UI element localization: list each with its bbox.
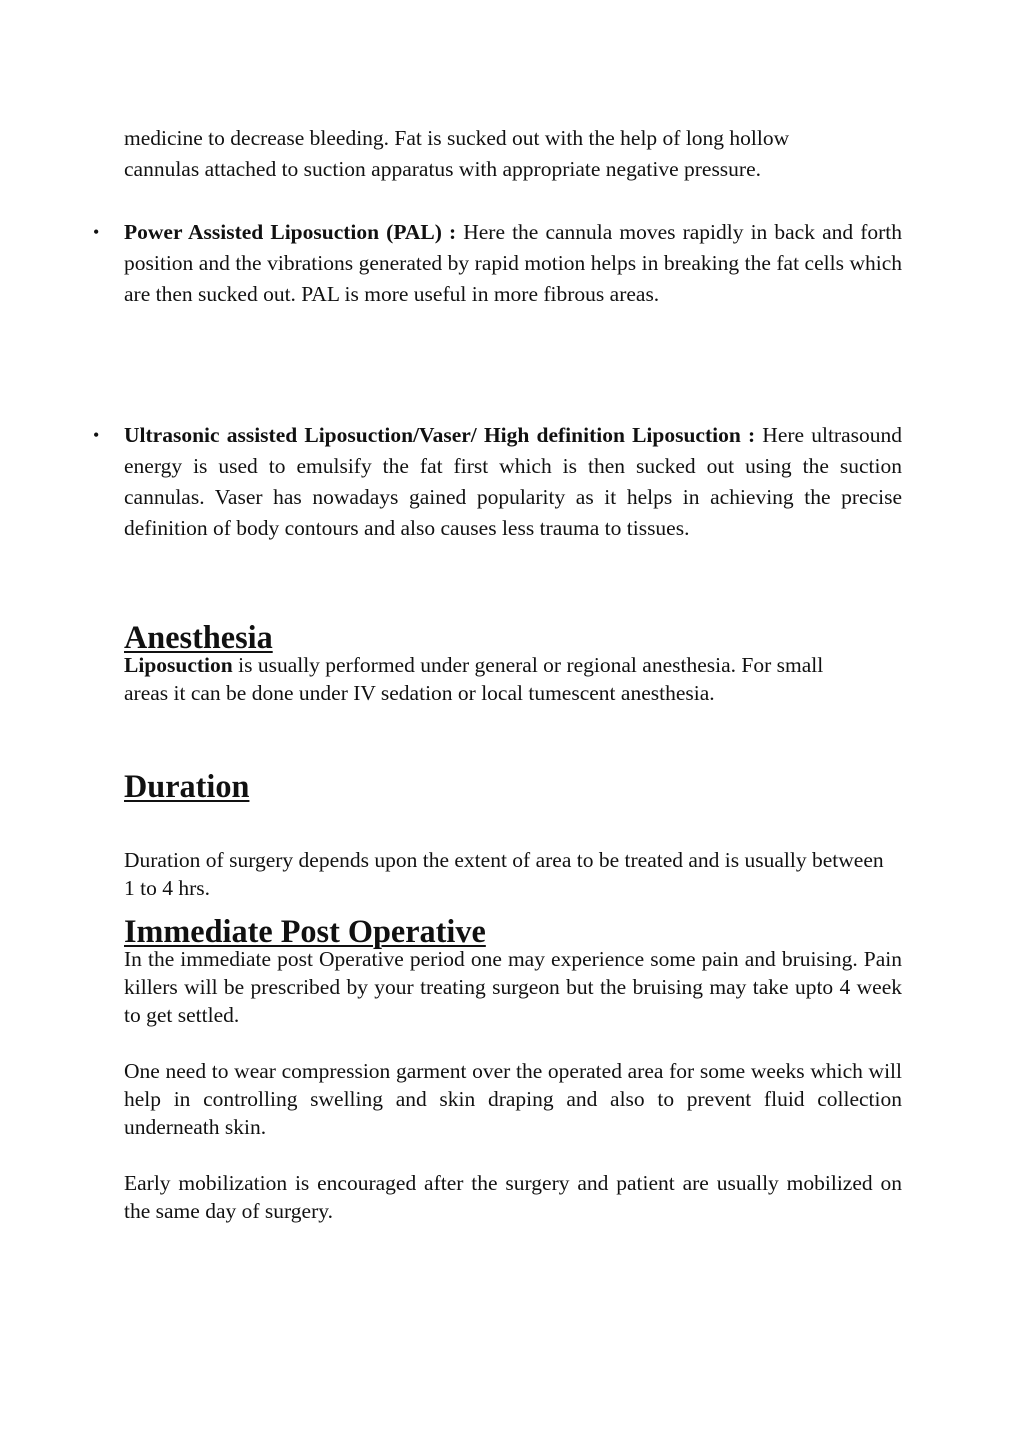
anesthesia-section <box>124 619 902 707</box>
intro-text: medicine to decrease bleeding. Fat is sucked out with the help of long hollow cannulas attached to suction apparatus with appropriate negative pressure. <box>124 126 790 181</box>
duration-section <box>124 768 902 804</box>
post-operative-paragraph: One need to wear compression garment over the operated area for some weeks which will help in controlling swelling and skin draping and also to prevent fluid collection underneath skin. <box>124 1059 902 1139</box>
list-item-body: Here ultrasound energy is used to emulsify the fat first which is then sucked out using the suction cannulas. Vaser has nowadays gained popularity as it helps in achieving the precise definition of body contours and also causes less trauma to tissues. <box>124 423 903 540</box>
list-item-title: Ultrasonic assisted Liposuction/Vaser/ High definition Liposuction : <box>124 423 756 447</box>
list-item-title: Power Assisted Liposuction (PAL) : <box>124 220 457 244</box>
duration-heading: Duration <box>124 768 250 804</box>
post-operative-paragraph: In the immediate post Operative period one may experience some pain and bruising. Pain killers will be prescribed by your treating surgeon but the bruising may take upto 4 week to get settled. <box>124 947 902 1027</box>
list-item-text <box>124 217 902 310</box>
list-item-text <box>124 420 902 544</box>
intro-paragraph <box>124 123 864 185</box>
bullet-icon: • <box>93 222 100 242</box>
anesthesia-body: is usually performed under general or regional anesthesia. For small areas it can be done under IV sedation or local tumescent anesthesia. <box>124 653 824 705</box>
post-operative-heading: Immediate Post Operative <box>124 913 486 949</box>
anesthesia-lead: Liposuction <box>124 653 233 677</box>
duration-paragraph <box>124 846 894 902</box>
post-operative-section <box>124 913 902 1029</box>
anesthesia-text <box>124 651 864 707</box>
list-item-body: Here the cannula moves rapidly in back and forth position and the vibrations generated by rapid motion helps in breaking the fat cells which are then sucked out. PAL is more useful in more fibrous areas. <box>124 220 902 306</box>
post-operative-paragraph: Early mobilization is encouraged after the surgery and patient are usually mobilized on the same day of surgery. <box>124 1171 902 1223</box>
mobilization-paragraph <box>124 1169 902 1225</box>
anesthesia-heading: Anesthesia <box>124 619 273 655</box>
list-item-ultrasonic <box>124 420 902 544</box>
duration-text: Duration of surgery depends upon the extent of area to be treated and is usually between 1 to 4 hrs. <box>124 848 884 900</box>
compression-paragraph <box>124 1057 902 1141</box>
list-item-pal <box>124 217 902 310</box>
bullet-icon: • <box>93 425 100 445</box>
